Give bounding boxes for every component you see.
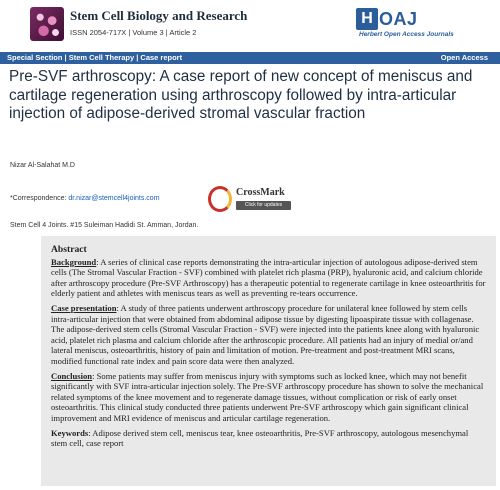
correspondence-label: *Correspondence: [10, 195, 67, 202]
journal-cover-thumbnail [30, 7, 64, 41]
article-title: Pre-SVF arthroscopy: A case report of new concept of meniscus and cartilage regeneration using arthroscopy followed by intra-articular injection of adipose-derived stromal vascular fraction [9, 68, 473, 122]
case-presentation-text: : A study of three patients underwent arthroscopy procedure for unilateral knee followed by stem cells intra-articular injection that were obtained from abdominal adipose tissue by digesting lipoaspirate tissue with collagenase. The adipose-derived stem cells (Stromal Vascular Fraction - SVF) were injected into the patients knee along with hyaluronic acid, platelet rich plasma and calcium chloride after the arthroscopic procedure. All patients had an injury of medial or/and lateral meniscus, osteoarthritis, history of pain and limitation of motion. Pre-treatment and post-treatment MRI scans, modified functional rate index and pain score data were then analyzed. [51, 302, 480, 366]
publisher-logo-h: H [356, 8, 378, 30]
abstract-box [41, 236, 496, 486]
publisher-logo [356, 8, 418, 30]
crossmark-badge[interactable] [208, 186, 292, 214]
correspondence-line [10, 195, 160, 202]
publisher-logo-text: OAJ [379, 8, 418, 29]
abstract-background [51, 257, 486, 299]
abstract-keywords [51, 428, 486, 449]
keywords-text: : Adipose derived stem cell, meniscus tear, knee osteoarthritis, Pre-SVF arthroscopy, autologous mesenchymal stem cell, case report [51, 427, 469, 449]
abstract-heading: Abstract [51, 244, 87, 255]
abstract-case-presentation [51, 303, 486, 367]
crossmark-updates-button[interactable]: Click for updates [236, 201, 291, 210]
author-affiliation: Stem Cell 4 Joints. #15 Suleiman Hadidi St. Amman, Jordan. [10, 222, 199, 229]
background-label: Background [51, 256, 97, 267]
case-presentation-label: Case presentation [51, 302, 117, 313]
open-access-label: Open Access [440, 53, 488, 62]
section-breadcrumb: Special Section | Stem Cell Therapy | Case report [7, 53, 183, 62]
publisher-tagline: Herbert Open Access Journals [359, 31, 454, 38]
crossmark-icon [208, 186, 232, 212]
journal-issn-line: ISSN 2054-717X | Volume 3 | Article 2 [70, 28, 197, 37]
background-text: : A series of clinical case reports demonstrating the intra-articular injection of autologous adipose-derived stem cells (The Stromal Vascular Fraction - SVF) combined with platelet rich plasma (PRP), hyaluronic acid, and calcium chloride after arthroscopy procedure (Pre-SVF Arthroscopy) has a therapeutic potential to regenerate cartilage in knee osteoarthritis for elderly patient and athletes with meniscus tears as well as preventing re-tears occurrence. [51, 256, 486, 299]
journal-header [0, 0, 500, 46]
conclusion-label: Conclusion [51, 370, 93, 381]
article-author: Nizar Al-Salahat M.D [10, 162, 75, 169]
correspondence-email-link[interactable]: dr.nizar@stemcell4joints.com [68, 195, 160, 202]
section-band [0, 52, 500, 64]
journal-name: Stem Cell Biology and Research [70, 8, 248, 23]
abstract-conclusion [51, 371, 486, 424]
conclusion-text: : Some patients may suffer from meniscus injury with symptoms such as locked knee, which may not benefit significantly with SVF intra-articular injection solely. The Pre-SVF arthroscopy procedure has shown to solve the mechanical related symptoms of the knee movement and to regenerate damage tissues, without complication or risk of early onset osteoarthritis. This clinical study conducted three patients underwent Pre-SVF arthroscopy which gain significant clinical improvement and MRI evidence of meniscus and articular cartilage regeneration. [51, 370, 484, 423]
crossmark-label: CrossMark [236, 187, 285, 198]
keywords-label: Keywords [51, 427, 89, 438]
